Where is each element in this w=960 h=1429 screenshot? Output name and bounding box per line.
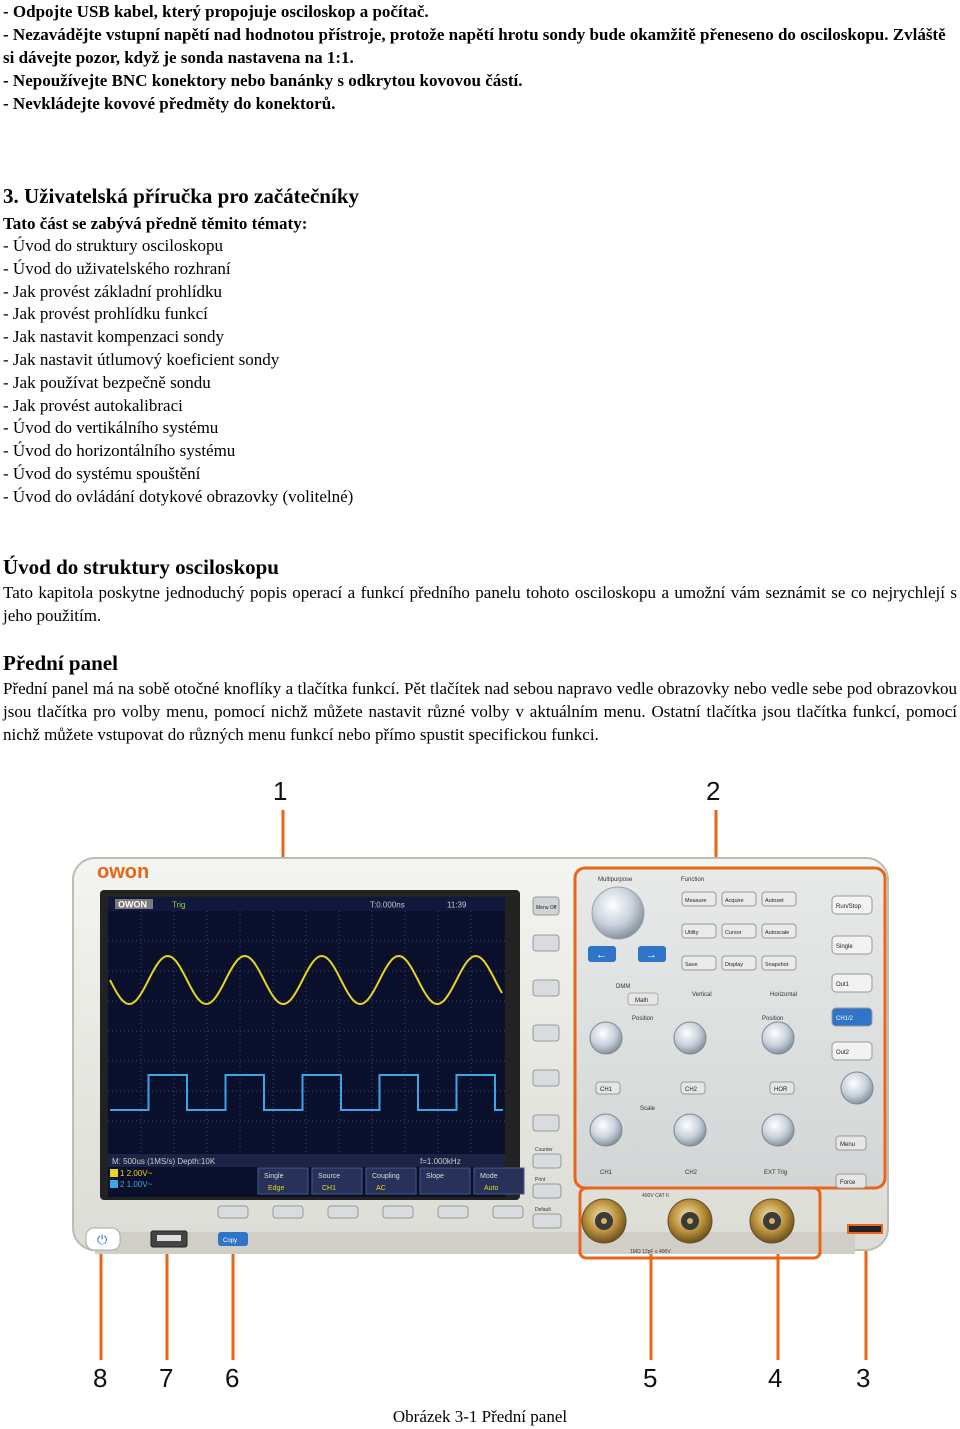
bottom-menu-button[interactable] — [493, 1206, 523, 1218]
screen-menu-label: Mode — [480, 1173, 498, 1180]
control-knob[interactable] — [590, 1114, 622, 1146]
screen-status-1: M: 500us (1MS/s) Depth:10K — [112, 1157, 216, 1166]
control-knob[interactable] — [841, 1072, 873, 1104]
bottom-menu-button[interactable] — [438, 1206, 468, 1218]
function-button-label: Measure — [685, 898, 707, 904]
probe-spec-label: 400V CAT II — [642, 1193, 669, 1199]
screen-menu-label: Slope — [426, 1173, 444, 1180]
scale-label: Scale — [640, 1106, 656, 1112]
callout-6: 6 — [225, 1363, 240, 1393]
screen-menu-value: Edge — [268, 1185, 285, 1192]
control-knob[interactable] — [674, 1022, 706, 1054]
callout-1: 1 — [273, 776, 288, 806]
function-label: Function — [681, 877, 705, 883]
control-knob[interactable] — [674, 1114, 706, 1146]
screen-clock: 11:39 — [447, 900, 467, 910]
screen-menu-value: CH1 — [322, 1185, 337, 1192]
screen-menu-value: AC — [376, 1185, 386, 1192]
topic-item: - Jak nastavit kompenzaci sondy — [3, 327, 224, 347]
function-button-label: Cursor — [725, 930, 742, 936]
utility-button-label: Print — [535, 1177, 546, 1183]
side-menu-button[interactable] — [533, 1070, 559, 1086]
horizontal-label: Horizontal — [770, 992, 798, 998]
right-column-label: CH1/2 — [836, 1016, 854, 1022]
section-title: 3. Uživatelská příručka pro začátečníky — [3, 184, 359, 208]
bottom-menu-button[interactable] — [218, 1206, 248, 1218]
screen-menu-cell — [366, 1168, 416, 1194]
topic-item: - Jak provést prohlídku funkcí — [3, 304, 208, 324]
topic-item: - Jak nastavit útlumový koeficient sondy — [3, 349, 280, 369]
function-button-label: Display — [725, 962, 744, 968]
control-knob[interactable] — [762, 1022, 794, 1054]
topic-item: - Úvod do systému spouštění — [3, 463, 201, 483]
control-knob[interactable] — [590, 1022, 622, 1054]
front-panel-figure — [0, 770, 960, 1400]
dmm-label: DMM — [616, 984, 631, 990]
right-column-label: Out1 — [836, 982, 850, 988]
screen-menu-value: Auto — [484, 1185, 499, 1192]
safety-item: - Nevkládejte kovové předměty do konektorů. — [3, 94, 336, 113]
safety-item: - Nezavádějte vstupní napětí nad hodnotou přístroje, protože napětí hrotu sondy bude okamžitě přeneseno do osciloskopu. Zvláště si dávejte pozor, když je sonda nastavena na 1:1. — [3, 25, 946, 67]
bnc-pin — [687, 1218, 693, 1224]
function-button-label: Snapshot — [765, 962, 789, 968]
trigger-button-label: Menu — [840, 1142, 856, 1148]
utility-button-label: Default — [535, 1207, 551, 1213]
bnc-pin — [601, 1218, 607, 1224]
topic-item: - Úvod do uživatelského rozhraní — [3, 258, 231, 278]
input-spec-label: 1MΩ 12pF ≤ 400V — [630, 1249, 671, 1255]
multipurpose-knob[interactable] — [592, 887, 644, 939]
callout-7: 7 — [159, 1363, 174, 1393]
section-intro: Tato část se zabývá předně těmito tématy: — [3, 214, 308, 233]
probe-compensation-terminal — [848, 1225, 882, 1233]
figure-caption: Obrázek 3-1 Přední panel — [392, 1407, 568, 1426]
safety-list — [3, 0, 958, 115]
screen-logo: OWON — [118, 899, 147, 910]
utility-button-label: Counter — [535, 1147, 553, 1153]
screen-trig-state: Trig — [172, 900, 186, 910]
safety-item: - Odpojte USB kabel, který propojuje osciloskop a počítač. — [3, 2, 429, 21]
function-button-label: Autoset — [765, 898, 784, 904]
bnc-connectors — [582, 1199, 794, 1243]
menu-off-label: Menu Off — [536, 905, 557, 911]
position-label: Position — [632, 1016, 654, 1022]
callout-2: 2 — [706, 776, 721, 806]
topic-item: - Úvod do vertikálního systému — [3, 418, 219, 438]
left-panel-buttons — [533, 1147, 561, 1228]
screen-ch2: 2 1.00V~ — [120, 1180, 153, 1189]
left-arrow-icon: ← — [596, 949, 607, 961]
right-arrow-icon: → — [646, 949, 657, 961]
function-button-label: Utility — [685, 930, 699, 936]
screen-status-2: f=1.000kHz — [420, 1157, 461, 1166]
channel-label: CH1 — [600, 1087, 613, 1093]
math-label: Math — [635, 998, 649, 1004]
callout-3: 3 — [856, 1363, 871, 1393]
utility-button[interactable] — [533, 1214, 561, 1228]
topic-list — [3, 235, 353, 509]
bottom-menu-button[interactable] — [273, 1206, 303, 1218]
side-menu-button[interactable] — [533, 935, 559, 951]
screen-menu — [258, 1168, 524, 1194]
callout-8: 8 — [93, 1363, 108, 1393]
topic-item: - Úvod do horizontálního systému — [3, 441, 236, 461]
utility-button[interactable] — [533, 1154, 561, 1168]
screen-menu-label: Source — [318, 1173, 341, 1180]
brand-logo: owon — [97, 861, 150, 883]
screen-ch1: 1 2.00V~ — [120, 1169, 153, 1178]
right-column-label: Run/Stop — [836, 904, 862, 910]
bottom-menu-button[interactable] — [328, 1206, 358, 1218]
function-button-label: Save — [685, 962, 698, 968]
topic-item: - Jak používat bezpečně sondu — [3, 372, 211, 392]
structure-heading: Úvod do struktury osciloskopu — [3, 555, 279, 579]
screen-menu-cell — [312, 1168, 362, 1194]
channel-label: HOR — [774, 1087, 788, 1093]
multipurpose-label: Multipurpose — [598, 877, 633, 883]
side-menu-button[interactable] — [533, 1115, 559, 1131]
bottom-menu-button[interactable] — [383, 1206, 413, 1218]
callout-4: 4 — [768, 1363, 783, 1393]
ch2-input-label: CH2 — [685, 1170, 698, 1176]
structure-text: Tato kapitola poskytne jednoduchý popis operací a funkcí předního panelu tohoto osciloskopu a umožní vám seznámit se co nejrychlejí s jeho použitím. — [3, 583, 957, 625]
screen-menu-label: Coupling — [372, 1173, 400, 1180]
scope-base — [95, 1232, 855, 1254]
power-icon: ⏻ — [97, 1232, 108, 1247]
topic-item: - Úvod do struktury osciloskopu — [3, 236, 224, 255]
front-panel-text: Přední panel má na sobě otočné knoflíky a tlačítka funkcí. Pět tlačítek nad sebou napravo vedle obrazovky nebo vedle sebe pod obrazovkou jsou tlačítka pro volby menu, pomocí nichž můžete nastavit různé volby v aktuálním menu. Ostatní tlačítka jsou tlačítka funkcí, pomocí nichž můžete vstupovat do různých menu funkcí nebo přímo spustit specifickou funkci. — [3, 679, 957, 744]
topic-item: - Jak provést autokalibraci — [3, 395, 183, 415]
screen-time: T:0.000ns — [370, 900, 405, 910]
front-panel-heading: Přední panel — [3, 651, 118, 675]
copy-label: Copy — [223, 1238, 238, 1244]
topic-item: - Jak provést základní prohlídku — [3, 281, 223, 301]
right-column-label: Out2 — [836, 1050, 850, 1056]
screen-menu-cell — [420, 1168, 470, 1194]
trigger-button-label: Force — [840, 1180, 856, 1186]
side-menu-button[interactable] — [533, 1025, 559, 1041]
function-button-label: Acquire — [725, 898, 744, 904]
safety-item: - Nepoužívejte BNC konektory nebo banánky s odkrytou kovovou částí. — [3, 71, 523, 90]
screen-menu-cell — [474, 1168, 524, 1194]
position-label: Position — [762, 1016, 784, 1022]
utility-button[interactable] — [533, 1184, 561, 1198]
callout-5: 5 — [643, 1363, 658, 1393]
ext-trig-label: EXT Trig — [764, 1170, 788, 1176]
bnc-pin — [769, 1218, 775, 1224]
screen-menu-label: Single — [264, 1173, 284, 1180]
right-column-label: Single — [836, 944, 853, 950]
ch1-input-label: CH1 — [600, 1170, 613, 1176]
vertical-label: Vertical — [692, 992, 712, 998]
channel-label: CH2 — [685, 1087, 698, 1093]
side-menu-button[interactable] — [533, 980, 559, 996]
control-knob[interactable] — [762, 1114, 794, 1146]
topic-item: - Úvod do ovládání dotykové obrazovky (volitelné) — [3, 486, 354, 506]
function-buttons — [682, 892, 796, 970]
function-button-label: Autoscale — [765, 930, 790, 936]
